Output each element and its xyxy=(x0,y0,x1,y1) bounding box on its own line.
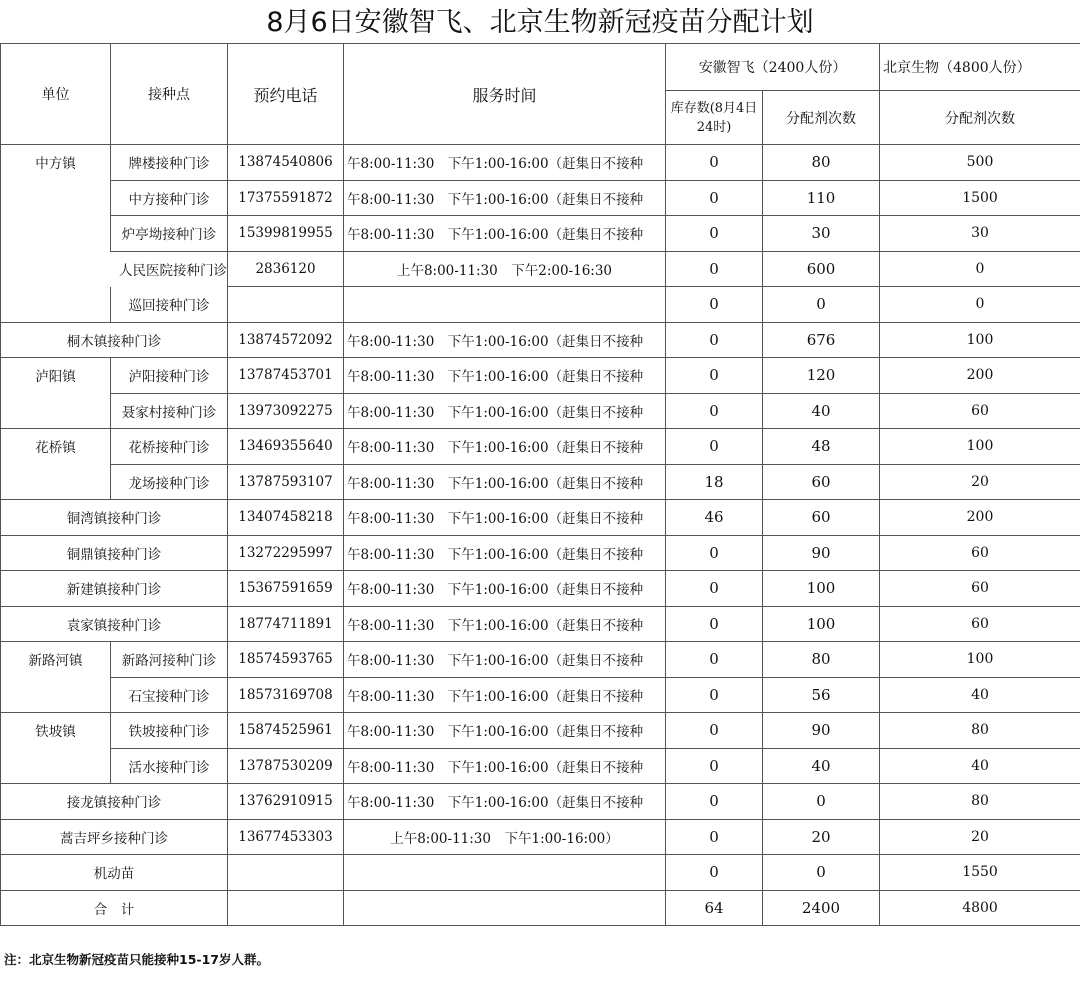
unit-site-cell: 铜鼎镇接种门诊 xyxy=(1,535,228,571)
anhui-alloc-cell: 56 xyxy=(763,677,880,713)
phone-cell: 13469355640 xyxy=(228,429,344,465)
unit-cell: 新路河镇 xyxy=(1,642,111,678)
service-time-cell: 午8:00-11:30 下午1:00-16:00（赶集日不接种 xyxy=(344,677,666,713)
service-time-cell: 午8:00-11:30 下午1:00-16:00（赶集日不接种 xyxy=(344,748,666,784)
stock-cell: 0 xyxy=(666,677,763,713)
phone-cell: 18573169708 xyxy=(228,677,344,713)
beijing-alloc-cell: 80 xyxy=(880,713,1080,749)
service-time-cell: 午8:00-11:30 下午1:00-16:00（赶集日不接种 xyxy=(344,571,666,607)
phone-cell: 13787453701 xyxy=(228,358,344,394)
service-time-cell: 上午8:00-11:30 下午1:00-16:00） xyxy=(344,819,666,855)
phone-cell: 15367591659 xyxy=(228,571,344,607)
beijing-alloc-cell: 1500 xyxy=(880,180,1080,216)
beijing-alloc-cell: 0 xyxy=(880,251,1080,287)
anhui-alloc-cell: 40 xyxy=(763,393,880,429)
phone-cell xyxy=(228,890,344,926)
service-time-cell: 午8:00-11:30 下午1:00-16:00（赶集日不接种 xyxy=(344,606,666,642)
service-time-cell: 午8:00-11:30 下午1:00-16:00（赶集日不接种 xyxy=(344,713,666,749)
phone-cell: 13272295997 xyxy=(228,535,344,571)
service-time-cell: 午8:00-11:30 下午1:00-16:00（赶集日不接种 xyxy=(344,358,666,394)
unit-site-cell: 桐木镇接种门诊 xyxy=(1,322,228,358)
service-time-cell xyxy=(344,855,666,891)
phone-cell: 13973092275 xyxy=(228,393,344,429)
anhui-alloc-cell: 0 xyxy=(763,784,880,820)
unit-cell xyxy=(1,393,111,429)
unit-cell xyxy=(1,464,111,500)
anhui-alloc-cell: 20 xyxy=(763,819,880,855)
anhui-alloc-cell: 100 xyxy=(763,606,880,642)
header-stock: 库存数(8月4日24时) xyxy=(666,91,763,145)
phone-cell: 13407458218 xyxy=(228,500,344,536)
header-anhui-group: 安徽智飞（2400人份） xyxy=(666,44,880,91)
header-site: 接种点 xyxy=(111,44,228,145)
unit-site-cell: 机动苗 xyxy=(1,855,228,891)
service-time-cell: 午8:00-11:30 下午1:00-16:00（赶集日不接种 xyxy=(344,464,666,500)
footnote: 注：北京生物新冠疫苗只能接种15-17岁人群。 xyxy=(4,952,269,967)
page-title: 8月6日安徽智飞、北京生物新冠疫苗分配计划 xyxy=(266,7,814,38)
service-time-cell: 午8:00-11:30 下午1:00-16:00（赶集日不接种 xyxy=(344,216,666,252)
anhui-alloc-cell: 676 xyxy=(763,322,880,358)
beijing-alloc-cell: 20 xyxy=(880,464,1080,500)
site-cell: 巡回接种门诊 xyxy=(111,287,228,323)
stock-cell: 0 xyxy=(666,784,763,820)
beijing-alloc-cell: 200 xyxy=(880,358,1080,394)
service-time-cell xyxy=(344,890,666,926)
anhui-alloc-cell: 48 xyxy=(763,429,880,465)
anhui-alloc-cell: 60 xyxy=(763,500,880,536)
stock-cell: 0 xyxy=(666,642,763,678)
site-cell: 炉亭坳接种门诊 xyxy=(111,216,228,252)
stock-cell: 0 xyxy=(666,713,763,749)
service-time-cell: 午8:00-11:30 下午1:00-16:00（赶集日不接种 xyxy=(344,500,666,536)
anhui-alloc-cell: 80 xyxy=(763,145,880,181)
beijing-alloc-cell: 200 xyxy=(880,500,1080,536)
beijing-alloc-cell: 80 xyxy=(880,784,1080,820)
stock-cell: 0 xyxy=(666,145,763,181)
phone-cell: 13677453303 xyxy=(228,819,344,855)
stock-cell: 0 xyxy=(666,287,763,323)
stock-cell: 0 xyxy=(666,216,763,252)
header-phone: 预约电话 xyxy=(228,44,344,145)
anhui-alloc-cell: 0 xyxy=(763,287,880,323)
site-cell: 铁坡接种门诊 xyxy=(111,713,228,749)
unit-site-cell: 蒿吉坪乡接种门诊 xyxy=(1,819,228,855)
site-cell: 龙场接种门诊 xyxy=(111,464,228,500)
unit-cell: 中方镇 xyxy=(1,145,111,181)
stock-cell: 0 xyxy=(666,571,763,607)
stock-cell: 0 xyxy=(666,251,763,287)
beijing-alloc-cell: 100 xyxy=(880,429,1080,465)
unit-site-cell: 人民医院接种门诊 xyxy=(1,251,228,287)
service-time-cell: 午8:00-11:30 下午1:00-16:00（赶集日不接种 xyxy=(344,180,666,216)
beijing-alloc-cell: 40 xyxy=(880,677,1080,713)
stock-cell: 0 xyxy=(666,393,763,429)
unit-site-cell: 袁家镇接种门诊 xyxy=(1,606,228,642)
stock-cell: 0 xyxy=(666,748,763,784)
stock-cell: 0 xyxy=(666,535,763,571)
stock-cell: 18 xyxy=(666,464,763,500)
phone-cell: 15399819955 xyxy=(228,216,344,252)
beijing-alloc-cell: 1550 xyxy=(880,855,1080,891)
anhui-alloc-cell: 40 xyxy=(763,748,880,784)
site-cell: 活水接种门诊 xyxy=(111,748,228,784)
unit-site-cell: 铜湾镇接种门诊 xyxy=(1,500,228,536)
stock-cell: 0 xyxy=(666,606,763,642)
beijing-alloc-cell: 20 xyxy=(880,819,1080,855)
phone-cell: 15874525961 xyxy=(228,713,344,749)
stock-cell: 46 xyxy=(666,500,763,536)
unit-cell xyxy=(1,216,111,252)
stock-cell: 0 xyxy=(666,322,763,358)
service-time-cell: 午8:00-11:30 下午1:00-16:00（赶集日不接种 xyxy=(344,322,666,358)
anhui-alloc-cell: 60 xyxy=(763,464,880,500)
stock-cell: 0 xyxy=(666,855,763,891)
phone-cell: 18574593765 xyxy=(228,642,344,678)
phone-cell: 13787593107 xyxy=(228,464,344,500)
beijing-alloc-cell: 100 xyxy=(880,642,1080,678)
beijing-alloc-cell: 500 xyxy=(880,145,1080,181)
service-time-cell: 午8:00-11:30 下午1:00-16:00（赶集日不接种 xyxy=(344,429,666,465)
total-label-cell: 合 计 xyxy=(1,890,228,926)
site-cell: 新路河接种门诊 xyxy=(111,642,228,678)
total-stock-cell: 64 xyxy=(666,890,763,926)
phone-cell: 13874540806 xyxy=(228,145,344,181)
site-cell: 泸阳接种门诊 xyxy=(111,358,228,394)
anhui-alloc-cell: 100 xyxy=(763,571,880,607)
beijing-alloc-cell: 60 xyxy=(880,535,1080,571)
anhui-alloc-cell: 600 xyxy=(763,251,880,287)
anhui-alloc-cell: 0 xyxy=(763,855,880,891)
anhui-alloc-cell: 110 xyxy=(763,180,880,216)
stock-cell: 0 xyxy=(666,358,763,394)
beijing-alloc-cell: 60 xyxy=(880,393,1080,429)
phone-cell: 18774711891 xyxy=(228,606,344,642)
header-unit: 单位 xyxy=(1,44,111,145)
unit-cell: 铁坡镇 xyxy=(1,713,111,749)
anhui-alloc-cell: 80 xyxy=(763,642,880,678)
service-time-cell: 上午8:00-11:30 下午2:00-16:30 xyxy=(344,251,666,287)
phone-cell: 13874572092 xyxy=(228,322,344,358)
header-anhui-alloc: 分配剂次数 xyxy=(763,91,880,145)
service-time-cell: 午8:00-11:30 下午1:00-16:00（赶集日不接种 xyxy=(344,393,666,429)
phone-cell: 17375591872 xyxy=(228,180,344,216)
site-cell: 石宝接种门诊 xyxy=(111,677,228,713)
phone-cell: 13787530209 xyxy=(228,748,344,784)
unit-cell xyxy=(1,677,111,713)
total-anhui-cell: 2400 xyxy=(763,890,880,926)
site-cell: 牌楼接种门诊 xyxy=(111,145,228,181)
site-cell: 花桥接种门诊 xyxy=(111,429,228,465)
service-time-cell xyxy=(344,287,666,323)
unit-cell: 花桥镇 xyxy=(1,429,111,465)
vaccine-allocation-table xyxy=(0,43,1080,926)
stock-cell: 0 xyxy=(666,429,763,465)
service-time-cell: 午8:00-11:30 下午1:00-16:00（赶集日不接种 xyxy=(344,535,666,571)
stock-cell: 0 xyxy=(666,819,763,855)
site-cell: 聂家村接种门诊 xyxy=(111,393,228,429)
beijing-alloc-cell: 40 xyxy=(880,748,1080,784)
service-time-cell: 午8:00-11:30 下午1:00-16:00（赶集日不接种 xyxy=(344,642,666,678)
header-beijing-alloc: 分配剂次数 xyxy=(880,91,1080,145)
phone-cell xyxy=(228,287,344,323)
service-time-cell: 午8:00-11:30 下午1:00-16:00（赶集日不接种 xyxy=(344,784,666,820)
beijing-alloc-cell: 30 xyxy=(880,216,1080,252)
stock-cell: 0 xyxy=(666,180,763,216)
anhui-alloc-cell: 120 xyxy=(763,358,880,394)
unit-cell xyxy=(1,180,111,216)
anhui-alloc-cell: 90 xyxy=(763,713,880,749)
unit-cell xyxy=(1,287,111,323)
anhui-alloc-cell: 30 xyxy=(763,216,880,252)
header-service-time: 服务时间 xyxy=(344,44,666,145)
phone-cell: 13762910915 xyxy=(228,784,344,820)
beijing-alloc-cell: 100 xyxy=(880,322,1080,358)
unit-cell: 泸阳镇 xyxy=(1,358,111,394)
total-beijing-cell: 4800 xyxy=(880,890,1080,926)
phone-cell xyxy=(228,855,344,891)
unit-site-cell: 接龙镇接种门诊 xyxy=(1,784,228,820)
unit-site-cell: 新建镇接种门诊 xyxy=(1,571,228,607)
anhui-alloc-cell: 90 xyxy=(763,535,880,571)
site-cell: 中方接种门诊 xyxy=(111,180,228,216)
beijing-alloc-cell: 60 xyxy=(880,606,1080,642)
phone-cell: 2836120 xyxy=(228,251,344,287)
service-time-cell: 午8:00-11:30 下午1:00-16:00（赶集日不接种 xyxy=(344,145,666,181)
unit-cell xyxy=(1,748,111,784)
beijing-alloc-cell: 60 xyxy=(880,571,1080,607)
beijing-alloc-cell: 0 xyxy=(880,287,1080,323)
header-beijing-group: 北京生物（4800人份） xyxy=(880,44,1080,91)
